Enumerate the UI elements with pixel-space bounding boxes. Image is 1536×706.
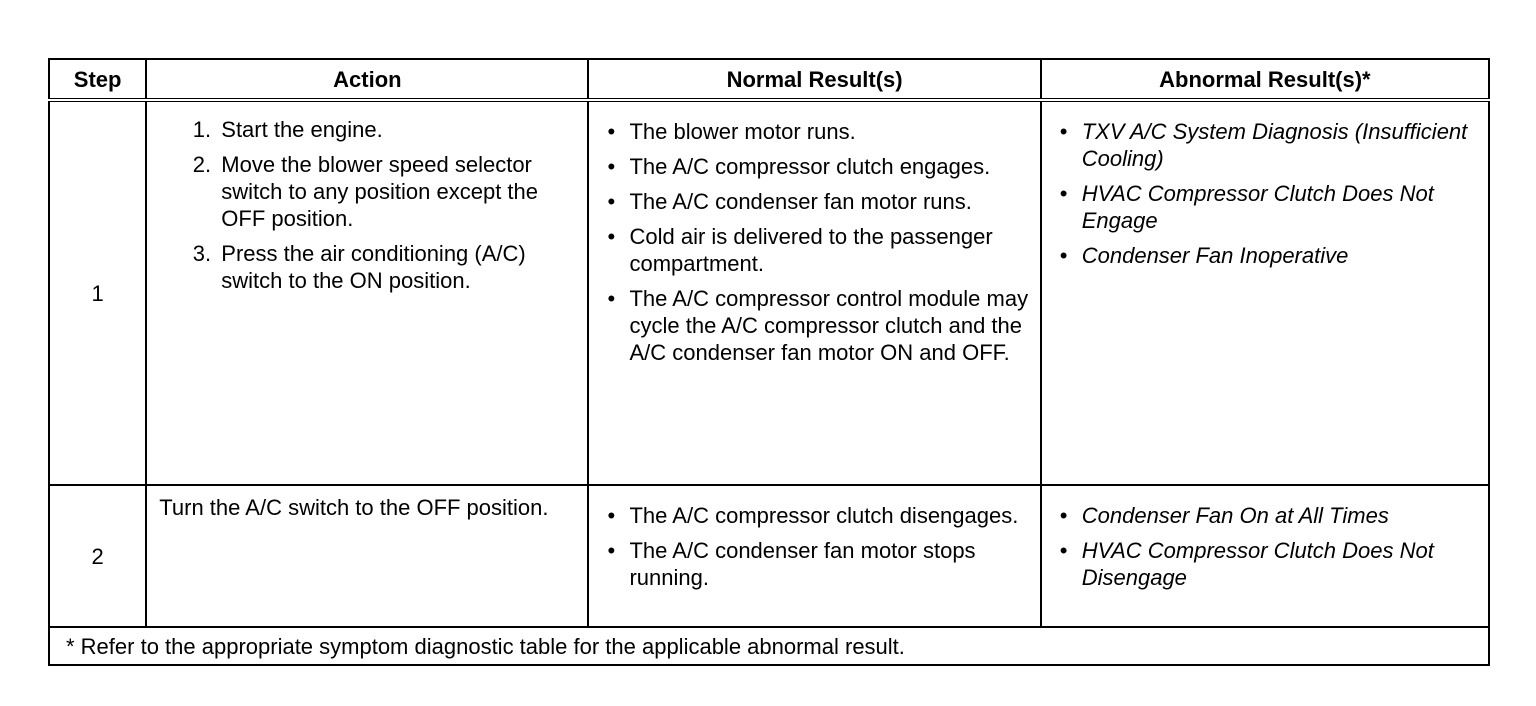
normal-results-list [589,502,1039,591]
action-item: 3. Press the air conditioning (A/C) switch to the ON position. [217,240,587,294]
header-step: Step [49,59,146,100]
normal-result-item: • The A/C compressor clutch disengages. [629,502,1029,529]
abnormal-results-list [1042,502,1488,591]
table-row [49,100,1489,485]
normal-result-item: • The A/C condenser fan motor stops running. [629,537,1029,591]
action-list [147,116,587,294]
normal-result-item: • The blower motor runs. [629,118,1029,145]
abnormal-result-link[interactable]: • TXV A/C System Diagnosis (Insufficient Cooling) [1082,118,1478,172]
normal-result-item: • The A/C condenser fan motor runs. [629,188,1029,215]
abnormal-results-cell [1041,100,1489,485]
normal-results-list [589,118,1039,366]
table-row [49,485,1489,627]
abnormal-results-list [1042,118,1488,269]
action-cell [146,100,588,485]
action-item: 1. Start the engine. [217,116,587,143]
action-cell [146,485,588,627]
abnormal-result-link[interactable]: • HVAC Compressor Clutch Does Not Engage [1082,180,1478,234]
normal-result-item: • The A/C compressor clutch engages. [629,153,1029,180]
normal-result-item: • The A/C compressor control module may cycle the A/C compressor clutch and the A/C condenser fan motor ON and OFF. [629,285,1029,366]
normal-results-cell [588,100,1040,485]
abnormal-result-link[interactable]: • HVAC Compressor Clutch Does Not Disengage [1082,537,1478,591]
action-item: 2. Move the blower speed selector switch to any position except the OFF position. [217,151,587,232]
step-number: 2 [49,485,146,627]
table-header [49,59,1489,100]
header-normal-results: Normal Result(s) [588,59,1040,100]
abnormal-results-cell [1041,485,1489,627]
diagnostic-table [48,58,1490,666]
footnote-row [49,627,1489,665]
action-text: Turn the A/C switch to the OFF position. [159,495,549,520]
normal-results-cell [588,485,1040,627]
footnote: * Refer to the appropriate symptom diagnostic table for the applicable abnormal result. [49,627,1489,665]
step-number: 1 [49,100,146,485]
header-abnormal-results: Abnormal Result(s)* [1041,59,1489,100]
header-action: Action [146,59,588,100]
abnormal-result-link[interactable]: • Condenser Fan On at All Times [1082,502,1478,529]
abnormal-result-link[interactable]: • Condenser Fan Inoperative [1082,242,1478,269]
normal-result-item: • Cold air is delivered to the passenger compartment. [629,223,1029,277]
